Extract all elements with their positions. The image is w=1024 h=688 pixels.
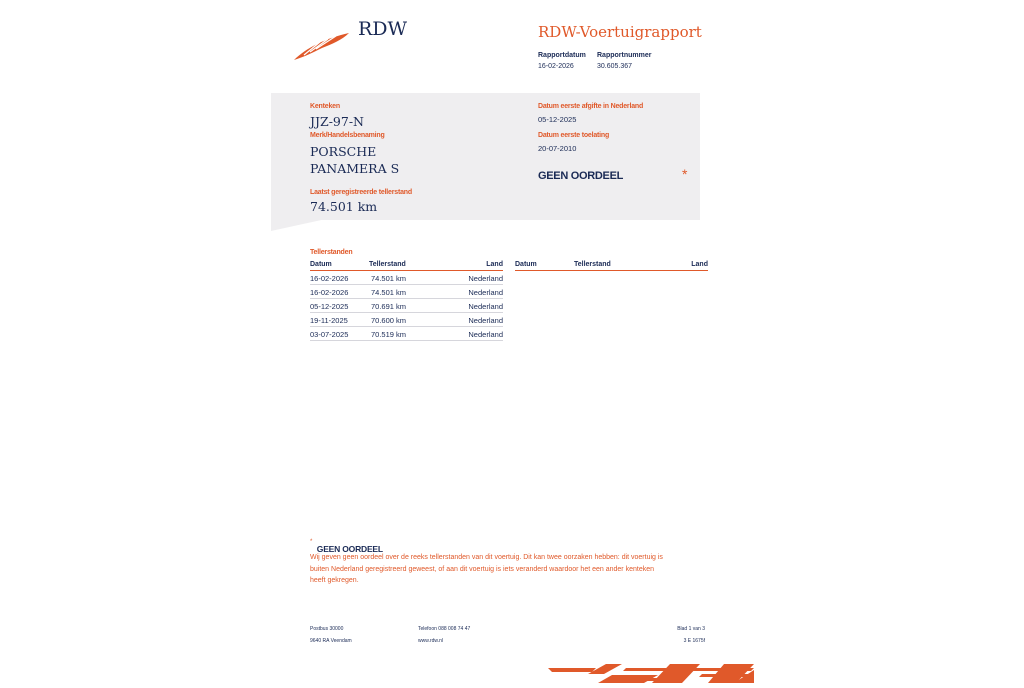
odometer-label: Laatst geregistreerde tellerstand xyxy=(310,189,412,196)
verdict-marker: * xyxy=(682,166,688,182)
odometer-table-left xyxy=(310,260,503,341)
footnote-line-2: buiten Nederland geregistreerd geweest, of aan dit voertuig is iets veranderd waardoor het een ander kenteken xyxy=(310,566,654,573)
cell-date: 19-11-2025 xyxy=(310,316,348,325)
column-header-date: Datum xyxy=(310,261,332,268)
rdw-logo xyxy=(292,30,352,62)
footer-website[interactable]: www.rdw.nl xyxy=(418,638,444,644)
report-number-label: Rapportnummer xyxy=(597,52,652,59)
footnote-title: GEEN OORDEEL xyxy=(316,544,383,554)
first-nl-label: Datum eerste afgifte in Nederland xyxy=(538,103,644,110)
cell-country: Nederland xyxy=(468,330,503,339)
cell-reading: 70.691 km xyxy=(371,302,407,311)
first-admission-value: 20-07-2010 xyxy=(538,144,577,153)
column-header-country: Land xyxy=(486,261,503,268)
footer-address-1: Postbus 30000 xyxy=(310,626,344,632)
cell-country: Nederland xyxy=(468,316,503,325)
cell-country: Nederland xyxy=(468,274,503,283)
cell-reading: 74.501 km xyxy=(371,288,407,297)
footer-phone: Telefoon 088 008 74 47 xyxy=(418,626,471,632)
cell-date: 16-02-2026 xyxy=(310,274,349,283)
cell-reading: 74.501 km xyxy=(371,274,407,283)
footer-code: 3 E 1675f xyxy=(683,638,705,644)
column-header-country: Land xyxy=(691,261,708,268)
verdict-text: GEEN OORDEEL xyxy=(538,170,624,182)
plate-label: Kenteken xyxy=(310,103,340,110)
report-title: RDW-Voertuigrapport xyxy=(538,23,702,41)
first-admission-label: Datum eerste toelating xyxy=(538,132,610,139)
footer-stripes-graphic xyxy=(548,664,754,683)
model-value: PANAMERA S xyxy=(310,161,400,176)
cell-date: 05-12-2025 xyxy=(310,302,349,311)
panel-notch xyxy=(271,219,326,231)
column-header-reading: Tellerstand xyxy=(574,261,611,268)
footnote-line-3: heeft gekregen. xyxy=(310,577,359,584)
odometer-value: 74.501 km xyxy=(310,199,378,214)
footnote-line-1: Wij geven geen oordeel over de reeks tellerstanden van dit voertuig. Dit kan twee oorzaken hebben: dit voertuig is xyxy=(310,554,663,561)
cell-reading: 70.519 km xyxy=(371,330,407,339)
first-nl-value: 05-12-2025 xyxy=(538,115,577,124)
column-header-reading: Tellerstand xyxy=(369,261,406,268)
odometer-table-right xyxy=(515,260,708,271)
report-number-value: 30.605.367 xyxy=(597,63,633,70)
brand-label: Merk/Handelsbenaming xyxy=(310,132,385,139)
table-header xyxy=(515,260,708,271)
rdw-feather-icon xyxy=(292,30,352,62)
footnote-marker: * xyxy=(310,539,313,545)
table-row xyxy=(310,299,503,313)
table-header xyxy=(310,260,503,271)
cell-reading: 70.600 km xyxy=(371,316,407,325)
logo-text: RDW xyxy=(358,18,408,40)
plate-value: JJZ-97-N xyxy=(310,114,364,129)
column-header-date: Datum xyxy=(515,261,537,268)
brand-value: PORSCHE xyxy=(310,144,377,159)
cell-country: Nederland xyxy=(468,302,503,311)
cell-date: 03-07-2025 xyxy=(310,330,349,339)
table-row xyxy=(310,313,503,327)
odometer-section-title: Tellerstanden xyxy=(310,249,353,256)
report-date-label: Rapportdatum xyxy=(538,52,586,59)
table-row xyxy=(310,285,503,299)
cell-country: Nederland xyxy=(468,288,503,297)
table-row xyxy=(310,271,503,285)
report-date-value: 16-02-2026 xyxy=(538,63,574,70)
footer-page: Blad 1 van 3 xyxy=(677,626,705,632)
footer-address-2: 9640 RA Veendam xyxy=(310,638,352,644)
cell-date: 16-02-2026 xyxy=(310,288,349,297)
table-row xyxy=(310,327,503,341)
